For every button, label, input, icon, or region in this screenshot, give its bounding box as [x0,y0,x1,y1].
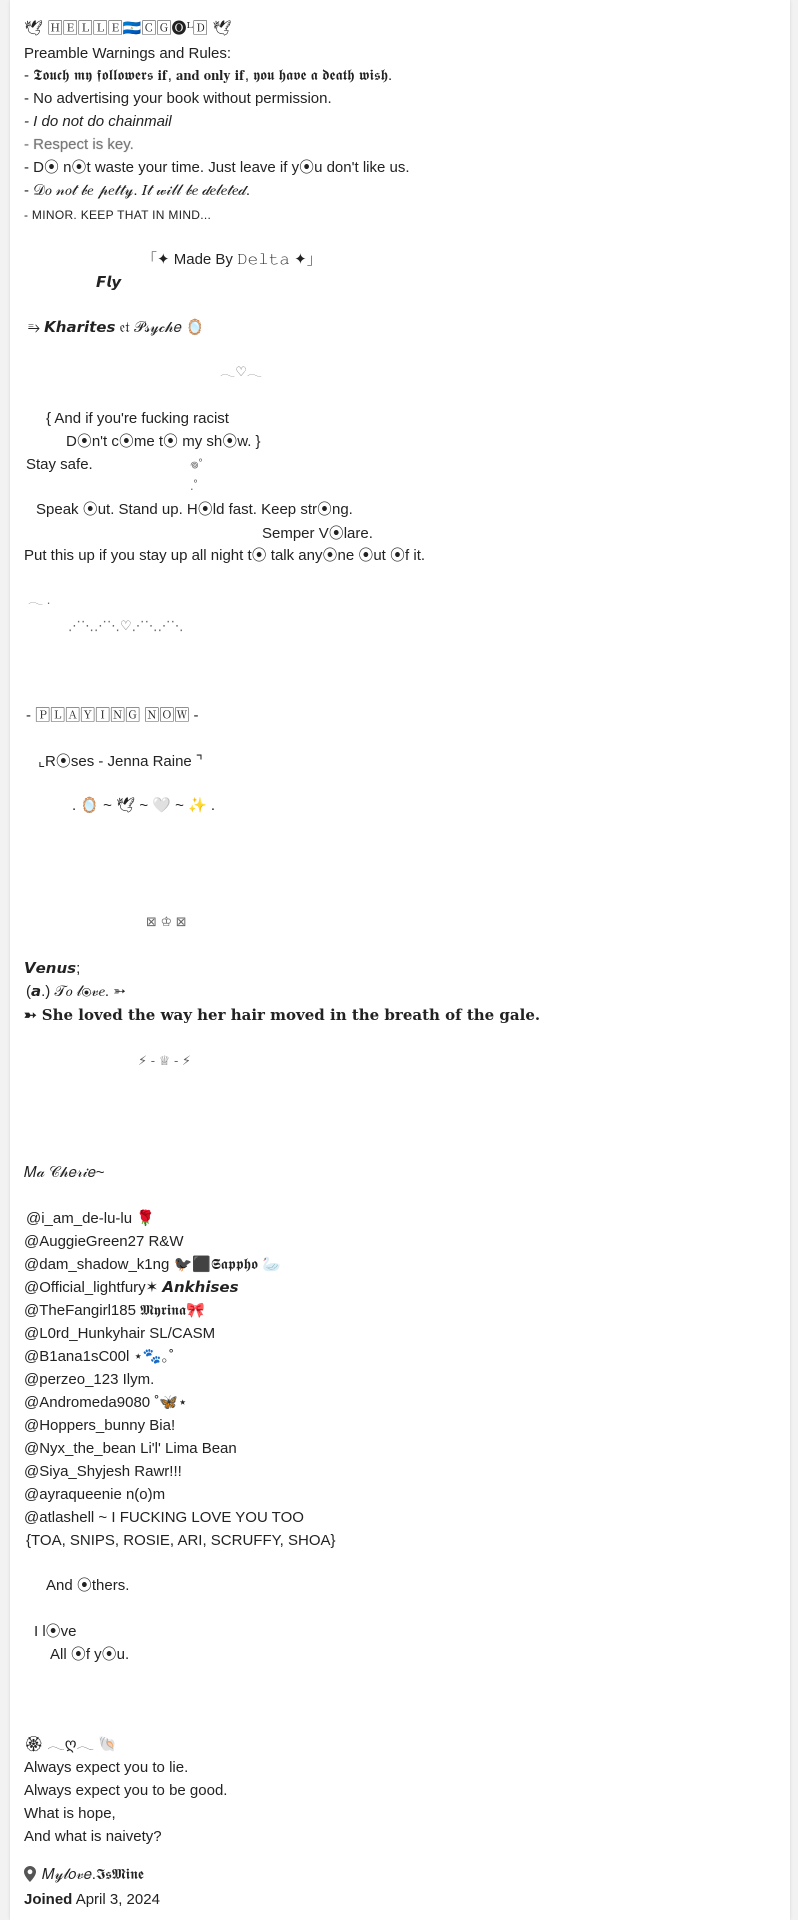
bio-line: 𝙑𝙚𝙣𝙪𝙨; [24,960,81,977]
bio-line: 𝙁𝙡𝙮 [96,274,122,291]
bio-line: 🏵 𓂃ღ𓂃 🐚 [24,1736,117,1753]
bio-line: 𝑀𝒶 𝒞𝒽𝑒𝓇𝒾𝑒~ [24,1164,105,1181]
bio-line: ⊠ ♔ ⊠ [146,914,187,929]
bio-line: @Nyx_the_bean Li'l' Lima Bean [24,1440,237,1457]
bio-line: { And if you're fucking racist [46,410,229,427]
bio-line: ➳ She loved the way her hair moved in the breath of the gale. [24,1006,541,1024]
bio-line: I l⦿ve [34,1623,77,1640]
bio-line: - 𝒟𝑜 𝓃𝑜𝓉 𝒷𝑒 𝓅𝑒𝓉𝓉𝓎. 𝐼𝓉 𝓌𝒾𝓁𝓁 𝒷𝑒 𝒹𝑒𝓁𝑒𝓉𝑒𝒹. [24,182,250,199]
bio-line: - D⦿ n⦿t waste your time. Just leave if y⦿u don't like us. [24,159,410,176]
bio-line: - 𝕿𝖔𝖚𝖈𝖍 𝖒𝖞 𝖋𝖔𝖑𝖑𝖔𝖜𝖊𝖗𝖘 𝐢𝐟, 𝐚𝐧𝐝 𝐨𝐧𝐥𝐲 𝐢𝐟, 𝖞𝖔𝖚 𝖍𝖆𝖛𝖊 𝖆 𝖉𝖊𝖆𝖙𝖍 𝖜𝖎𝖘𝖍. [24,67,393,84]
bio-line: - Respect is key. [24,136,134,153]
bio-line: @atlashell ~ I FUCKING LOVE YOU TOO [24,1509,304,1526]
bio-line: @dam_shadow_k1ng 🐦‍⬛⬛𝕾𝖆𝖕𝖕𝖍𝖔 🦢 [24,1256,281,1273]
bio-line: . 🪞 ~ 🕊 ~ 🤍 ~ ✨ . [72,797,216,814]
bio-line: D⦿n't c⦿me t⦿ my sh⦿w. } [66,433,261,450]
bio-line: @L0rd_Hunkyhair SL/CASM [24,1325,216,1342]
bio-line: 🕊 🄷🄴🄻🄻🄴🇳🇮🄲🄶🅞ᴸ🄳 🕊 [24,19,232,37]
joined-date: April 3, 2024 [75,1891,160,1908]
bio-line: @i_am_de-lu-lu 🌹 [26,1210,155,1227]
bio-line: And ⦿thers. [46,1577,130,1594]
location-text: 𝑀𝓎𝓁𝑜𝓋𝑒.𝕴𝖘𝕸𝖎𝖓𝖊 [42,1866,144,1883]
bio-line: @perzeo_123 Ilym. [24,1371,155,1388]
bio-line: Stay safe. [26,456,93,473]
bio-line: - No advertising your book without permission. [24,90,332,107]
bio-line: @Official_lightfury✶ 𝘼𝙣𝙠𝙝𝙞𝙨𝙚𝙨 [24,1279,239,1296]
bio-line: - MINOR. KEEP THAT IN MIND... [24,208,212,222]
profile-card [10,0,790,1920]
bio-line: 𓂃 . [28,592,51,607]
bio-line: ⋰⋱⋰⋱♡⋰⋱⋰⋱ [68,618,184,633]
bio-line: @B1ana1sC00l ⋆🐾｡˚ [24,1348,175,1365]
bio-line: {TOA, SNIPS, ROSIE, ARI, SCRUFFY, SHOA} [26,1532,336,1549]
bio-line: ⥱ 𝙆𝙝𝙖𝙧𝙞𝙩𝙚𝙨 𝔢𝔱 𝒫𝓈𝓎𝒸𝒽𝑒 🪞 [28,319,205,336]
bio-line: 「✦ Made By 𝙳𝚎𝚕𝚝𝚊 ✦」 [142,251,322,268]
bio-line: - 🄿🄻🄰🅈🄸🄽🄶 🄽🄾🅆 - [26,707,199,724]
bio-line: @TheFangirl185 𝕸𝖞𝖗𝖎𝖓𝖆🎀 [24,1302,205,1319]
bio-line: @ayraqueenie n(o)m [24,1486,166,1503]
bio-line: (𝙖.) 𝒯𝑜 𝓁⦿𝓋𝑒. ➳ [26,983,126,1000]
bio-line: @Hoppers_bunny Bia! [24,1417,176,1434]
joined-row [24,1890,160,1910]
bio-line: Put this up if you stay up all night t⦿ talk any⦿ne ⦿ut ⦿f it. [24,547,426,564]
bio-line: ⌞R⦿ses - Jenna Raine ⌝ [38,753,203,770]
bio-line: Semper V⦿lare. [262,525,373,542]
bio-line: And what is naivety? [24,1828,162,1845]
bio-line: 𓂃♡𓂃 [220,364,263,379]
bio-line: Speak ⦿ut. Stand up. H⦿ld fast. Keep str⦿ng. [36,501,353,518]
bio-line: .˚ [190,478,198,493]
bio-line: Preamble Warnings and Rules: [24,45,232,62]
bio-line: 𖦹˚ [190,457,204,472]
bio-line: @Siya_Shyjesh Rawr!!! [24,1463,182,1480]
bio-line: @Andromeda9080 ˚🦋⋆ [24,1394,188,1411]
bio-line: @AuggieGreen27 R&W [24,1233,184,1250]
bio-line: Always expect you to be good. [24,1782,228,1799]
location-row [24,1865,144,1885]
bio-line: What is hope, [24,1805,116,1822]
joined-label: Joined [24,1891,73,1908]
bio-line: Always expect you to lie. [24,1759,189,1776]
bio-line: - I do not do chainmail [24,113,172,130]
location-pin-icon [24,1866,36,1882]
bio-line: All ⦿f y⦿u. [50,1646,130,1663]
bio-line: ⚡ - ♕ - ⚡ [138,1053,192,1068]
